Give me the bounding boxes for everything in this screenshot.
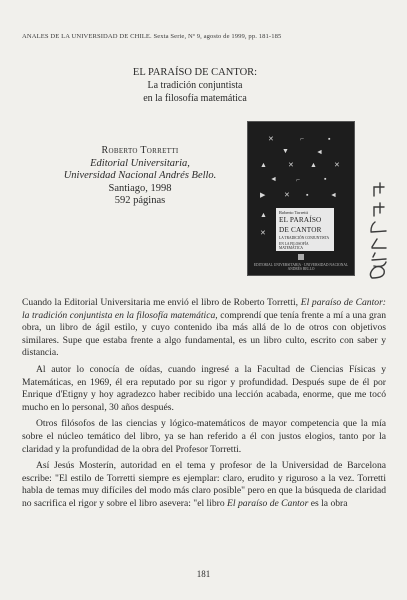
page-number: 181 — [196, 569, 211, 579]
title-line-1: EL PARAÍSO DE CANTOR: — [132, 67, 258, 78]
paragraph-text: comprendí que tenía frente a mí a una gran obra, un libro de ágil estilo, y cuyo contenido iba más allá de lo de otros con objetivos similares. Supe que estaba frente a algo fundamental, es un libro culto, escrito con saber y distancia. — [22, 309, 386, 359]
cover-subtitle-line-2: EN LA FILOSOFÍA MATEMÁTICA — [279, 242, 309, 250]
book-title-italic: El paraíso de Cantor — [227, 497, 309, 509]
handwritten-inventory-number — [366, 160, 394, 290]
cover-glyph: ✕ — [268, 135, 274, 143]
running-header: ANALES DE LA UNIVERSIDAD DE CHILE. Sexta Serie, Nº 9, agosto de 1999, pp. 181-185 — [22, 33, 282, 40]
cover-glyph: ▪ — [328, 135, 331, 143]
cover-glyph: ▲ — [260, 161, 267, 169]
cover-glyph: ✕ — [334, 161, 340, 169]
cover-glyph: ⌐ — [296, 176, 300, 184]
cover-glyph: ✕ — [288, 161, 294, 169]
paragraph-text: Cuando la Editorial Universitaria me envió el libro de Roberto Torretti, — [22, 297, 301, 308]
review-title — [120, 66, 270, 105]
bibliographic-reference — [40, 145, 240, 208]
paragraph-text: Así Jesús Mosterín, autoridad en el tema y profesor de la Universidad de Barcelona escribe: "El estilo de Torretti siempre es ejemplar: claro, erudito y riguroso a la vez. Torretti habla de temas muy difíciles del modo más claro posible" pero en que la búsqueda de claridad no sacrifica el rigor y sobre el libro asevera: "el libro — [22, 460, 386, 509]
cover-title-line-2: DE CANTOR — [279, 225, 322, 234]
cover-glyph: ▲ — [260, 211, 267, 219]
cover-glyph: ⌐ — [300, 135, 304, 143]
title-line-3: en la filosofía matemática — [143, 93, 247, 104]
paragraph: Otros filósofos de las ciencias y lógico-matemáticos de mayor competencia que la mía sobre el núcleo temático del libro, ya se han referido a él con justos elogios, tanto por la claridad y la profundidad de la obra del Profesor Torretti. — [22, 418, 386, 455]
publisher-logo-icon — [298, 254, 304, 260]
book-cover-image — [247, 121, 355, 276]
paragraph — [22, 297, 386, 360]
book-university: Universidad Nacional Andrés Bello. — [63, 170, 217, 181]
cover-glyph: ▪ — [306, 191, 309, 199]
book-pages: 592 páginas — [114, 195, 166, 206]
review-body — [22, 297, 386, 515]
title-line-2: La tradición conjuntista — [147, 80, 243, 91]
book-title-italic: El paraíso de Cantor: la tradición conjuntista en la filosofía matemática, — [22, 297, 386, 321]
cover-publisher: EDITORIAL UNIVERSITARIA · UNIVERSIDAD NACIONAL ANDRÉS BELLO — [253, 263, 349, 271]
book-publisher: Editorial Universitaria, — [90, 157, 190, 169]
cover-glyph: ▲ — [310, 161, 317, 169]
cover-glyph: ▼ — [282, 147, 289, 155]
cover-glyph: ◄ — [270, 175, 277, 183]
cover-glyph: ◄ — [316, 148, 323, 156]
cover-glyph: ✕ — [260, 229, 266, 237]
book-author: Roberto Torretti — [101, 145, 179, 156]
cover-glyph: ▪ — [324, 175, 327, 183]
cover-author: Roberto Torretti — [279, 210, 308, 215]
paragraph-text: es la obra — [308, 497, 348, 509]
cover-title-band — [276, 208, 334, 251]
cover-glyph: ▶ — [260, 191, 266, 199]
cover-glyph: ✕ — [284, 191, 290, 199]
paragraph — [22, 460, 386, 510]
book-place-year: Santiago, 1998 — [108, 182, 172, 194]
cover-glyph: ◄ — [330, 191, 337, 199]
paragraph: Al autor lo conocía de oídas, cuando ingresé a la Facultad de Ciencias Físicas y Matemáticas, en 1969, él era reputado por su rigor y profundidad. Después supe de él por Enrique d'Etigny y hoy agradezco haber recibido una lección acabada, enorme, que me tocó mucho en lo personal, 30 años después. — [22, 363, 386, 413]
cover-title-line-1: EL PARAÍSO — [279, 216, 322, 224]
cover-subtitle-line-1: LA TRADICIÓN CONJUNTISTA — [279, 236, 330, 240]
